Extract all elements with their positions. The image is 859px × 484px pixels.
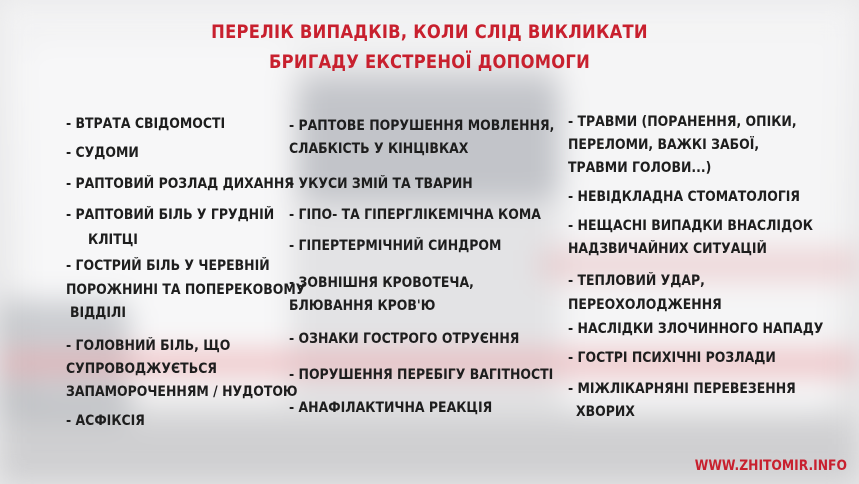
list-item: - АНАФІЛАКТИЧНА РЕАКЦІЯ bbox=[289, 400, 493, 416]
list-item: ЗАПАМОРОЧЕННЯМ / НУДОТОЮ bbox=[66, 384, 298, 400]
list-item: ХВОРИХ bbox=[576, 404, 635, 420]
watermark-url: WWW.ZHITOMIR.INFO bbox=[694, 458, 847, 474]
list-item: - ТЕПЛОВИЙ УДАР, bbox=[568, 273, 705, 289]
list-item: - ГІПЕРТЕРМІЧНИЙ СИНДРОМ bbox=[289, 238, 502, 254]
list-item: - ГОСТРИЙ БІЛЬ У ЧЕРЕВНІЙ bbox=[66, 258, 270, 274]
list-item: СЛАБКІСТЬ У КІНЦІВКАХ bbox=[289, 141, 469, 157]
list-item: - НЕВІДКЛАДНА СТОМАТОЛОГІЯ bbox=[568, 189, 801, 205]
list-item: - АСФІКСІЯ bbox=[66, 413, 145, 429]
list-item: - РАПТОВИЙ БІЛЬ У ГРУДНІЙ bbox=[66, 207, 275, 223]
list-item: - СУДОМИ bbox=[66, 145, 139, 161]
list-item: ПЕРЕЛОМИ, ВАЖКІ ЗАБОЇ, bbox=[568, 137, 760, 153]
list-item: ТРАВМИ ГОЛОВИ...) bbox=[568, 160, 712, 176]
list-item: - МІЖЛІКАРНЯНІ ПЕРЕВЕЗЕННЯ bbox=[568, 381, 796, 397]
title-line-1: ПЕРЕЛІК ВИПАДКІВ, КОЛИ СЛІД ВИКЛИКАТИ bbox=[211, 21, 648, 43]
list-item: - НАСЛІДКИ ЗЛОЧИННОГО НАПАДУ bbox=[568, 321, 824, 337]
list-item: ПОРОЖНИНІ ТА ПОПЕРЕКОВОМУ bbox=[66, 282, 306, 298]
list-item: НАДЗВИЧАЙНИХ СИТУАЦІЙ bbox=[568, 241, 767, 257]
list-item: - ВТРАТА СВІДОМОСТІ bbox=[66, 116, 226, 132]
list-item: - РАПТОВИЙ РОЗЛАД ДИХАННЯ bbox=[66, 176, 294, 192]
list-item: - НЕЩАСНІ ВИПАДКИ ВНАСЛІДОК bbox=[568, 218, 813, 234]
list-item: - ПОРУШЕННЯ ПЕРЕБІГУ ВАГІТНОСТІ bbox=[289, 367, 554, 383]
list-item: БЛЮВАННЯ КРОВ'Ю bbox=[289, 298, 436, 314]
list-item: ВІДДІЛІ bbox=[70, 305, 126, 321]
list-item: СУПРОВОДЖУЄТЬСЯ bbox=[66, 361, 217, 377]
list-item: КЛІТЦІ bbox=[88, 232, 138, 248]
list-item: - ЗОВНІШНЯ КРОВОТЕЧА, bbox=[289, 275, 474, 291]
list-item: - УКУСИ ЗМІЙ ТА ТВАРИН bbox=[289, 176, 473, 192]
list-item: - РАПТОВЕ ПОРУШЕННЯ МОВЛЕННЯ, bbox=[289, 118, 555, 134]
title-line-2: БРИГАДУ ЕКСТРЕНОЇ ДОПОМОГИ bbox=[268, 51, 591, 73]
list-item: - ГОСТРІ ПСИХІЧНІ РОЗЛАДИ bbox=[568, 350, 776, 366]
list-item: ПЕРЕОХОЛОДЖЕННЯ bbox=[568, 297, 722, 313]
list-item: - ТРАВМИ (ПОРАНЕННЯ, ОПІКИ, bbox=[568, 114, 797, 130]
list-item: - ОЗНАКИ ГОСТРОГО ОТРУЄННЯ bbox=[289, 331, 520, 347]
list-item: - ГОЛОВНИЙ БІЛЬ, ЩО bbox=[66, 338, 231, 354]
list-item: - ГІПО- ТА ГІПЕРГЛІКЕМІЧНА КОМА bbox=[289, 207, 541, 223]
